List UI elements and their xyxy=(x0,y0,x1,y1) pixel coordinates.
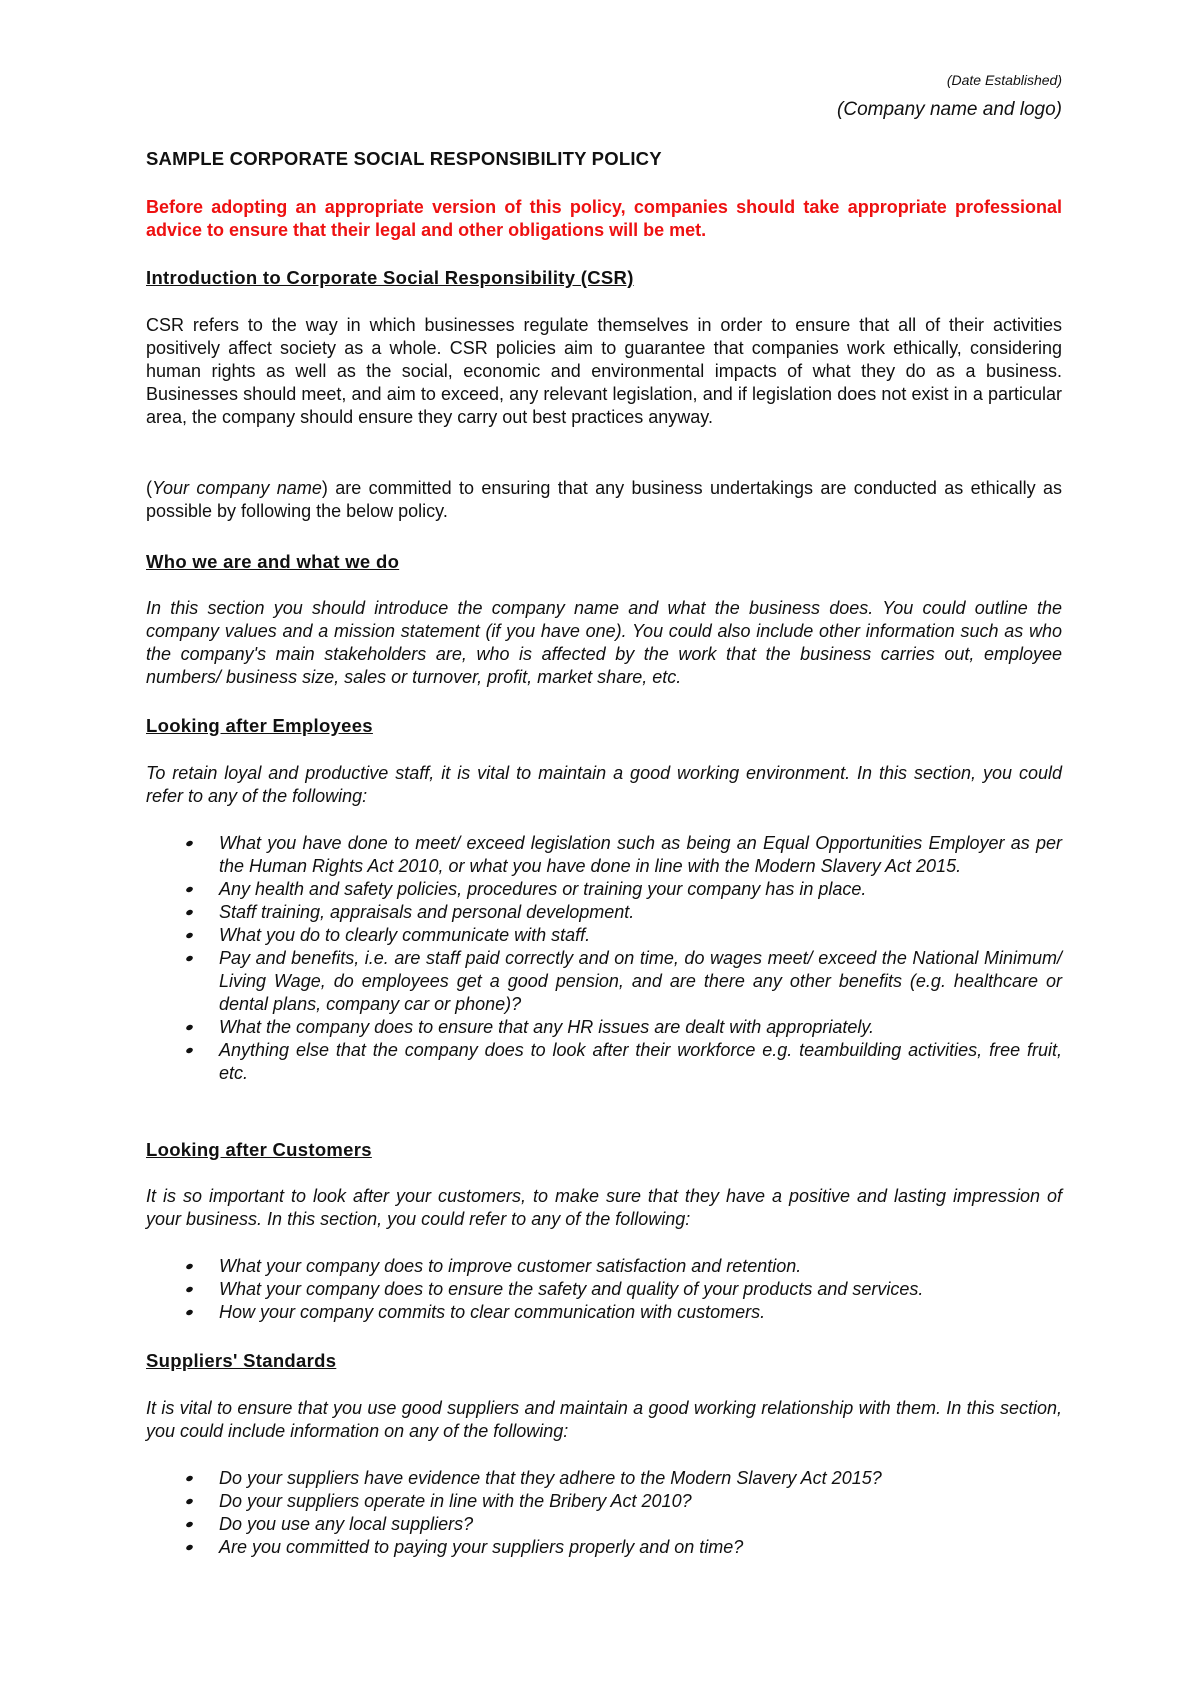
employees-paragraph: To retain loyal and productive staff, it is vital to maintain a good working environment. In this section, you could refer to any of the following: xyxy=(146,763,1062,806)
list-item: How your company commits to clear communication with customers. xyxy=(146,1301,1062,1324)
intro-commitment-paragraph xyxy=(146,477,1062,523)
date-established: (Date Established) xyxy=(946,72,1062,88)
list-item: What you do to clearly communicate with staff. xyxy=(146,924,1062,947)
list-item: Do you use any local suppliers? xyxy=(146,1513,1062,1536)
intro-heading: Introduction to Corporate Social Responsibility (CSR) xyxy=(146,267,634,288)
list-item: Pay and benefits, i.e. are staff paid correctly and on time, do wages meet/ exceed the National Minimum/ Living Wage, do employees get a good pension, and are there any other benefits (e.g. healthcare or dental plans, company car or phone)? xyxy=(146,947,1062,1016)
list-item: Staff training, appraisals and personal development. xyxy=(146,901,1062,924)
document-title: SAMPLE CORPORATE SOCIAL RESPONSIBILITY POLICY xyxy=(146,148,662,169)
list-item: What your company does to improve customer satisfaction and retention. xyxy=(146,1255,1062,1278)
customers-heading: Looking after Customers xyxy=(146,1139,372,1160)
who-heading: Who we are and what we do xyxy=(146,551,400,572)
who-paragraph: In this section you should introduce the company name and what the business does. You could outline the company values and a mission statement (if you have one). You could also include other information such as who the company's main stakeholders are, who is affected by the work that the business carries out, employee numbers/ business size, sales or turnover, profit, market share, etc. xyxy=(146,598,1062,687)
list-item: Any health and safety policies, procedures or training your company has in place. xyxy=(146,878,1062,901)
suppliers-paragraph: It is vital to ensure that you use good suppliers and maintain a good working relationship with them. In this section, you could include information on any of the following: xyxy=(146,1398,1062,1441)
list-item: What the company does to ensure that any HR issues are dealt with appropriately. xyxy=(146,1016,1062,1039)
customers-paragraph: It is so important to look after your customers, to make sure that they have a positive and lasting impression of your business. In this section, you could refer to any of the following: xyxy=(146,1186,1062,1229)
intro-paragraph: CSR refers to the way in which businesses regulate themselves in order to ensure that all of their activities positively affect society as a whole. CSR policies aim to guarantee that companies work ethically, considering human rights as well as the social, economic and environmental impacts of what they do as a business. Businesses should meet, and aim to exceed, any relevant legislation, and if legislation does not exist in a particular area, the company should ensure they carry out best practices anyway. xyxy=(146,315,1062,427)
bullet-icon xyxy=(185,1263,193,1270)
list-item: What you have done to meet/ exceed legislation such as being an Equal Opportunities Employer as per the Human Rights Act 2010, or what you have done in line with the Modern Slavery Act 2015. xyxy=(146,832,1062,878)
company-name-logo: (Company name and logo) xyxy=(837,99,1062,120)
company-name-placeholder: Your company name xyxy=(152,478,322,498)
bullet-icon xyxy=(185,932,193,939)
bullet-icon xyxy=(185,955,193,962)
warning-note: Before adopting an appropriate version of this policy, companies should take appropriate professional advice to ensure that their legal and other obligations will be met. xyxy=(146,197,1062,240)
customers-list xyxy=(146,1255,1062,1324)
suppliers-list xyxy=(146,1467,1062,1559)
bullet-icon xyxy=(185,1286,193,1293)
list-item: Do your suppliers have evidence that they adhere to the Modern Slavery Act 2015? xyxy=(146,1467,1062,1490)
list-item: Do your suppliers operate in line with the Bribery Act 2010? xyxy=(146,1490,1062,1513)
bullet-icon xyxy=(185,1024,193,1031)
paren-open: ( xyxy=(146,478,152,498)
employees-heading: Looking after Employees xyxy=(146,715,373,736)
list-item: Anything else that the company does to look after their workforce e.g. teambuilding activities, free fruit, etc. xyxy=(146,1039,1062,1085)
bullet-icon xyxy=(185,886,193,893)
bullet-icon xyxy=(185,1521,193,1528)
list-item: Are you committed to paying your suppliers properly and on time? xyxy=(146,1536,1062,1559)
bullet-icon xyxy=(185,909,193,916)
bullet-icon xyxy=(185,1309,193,1316)
bullet-icon xyxy=(185,840,193,847)
bullet-icon xyxy=(185,1544,193,1551)
list-item: What your company does to ensure the safety and quality of your products and services. xyxy=(146,1278,1062,1301)
suppliers-heading: Suppliers' Standards xyxy=(146,1350,337,1371)
bullet-icon xyxy=(185,1498,193,1505)
commitment-text: ) are committed to ensuring that any business undertakings are conducted as ethically as possible by following the below policy. xyxy=(146,478,1062,521)
bullet-icon xyxy=(185,1047,193,1054)
employees-list xyxy=(146,832,1062,1085)
bullet-icon xyxy=(185,1475,193,1482)
